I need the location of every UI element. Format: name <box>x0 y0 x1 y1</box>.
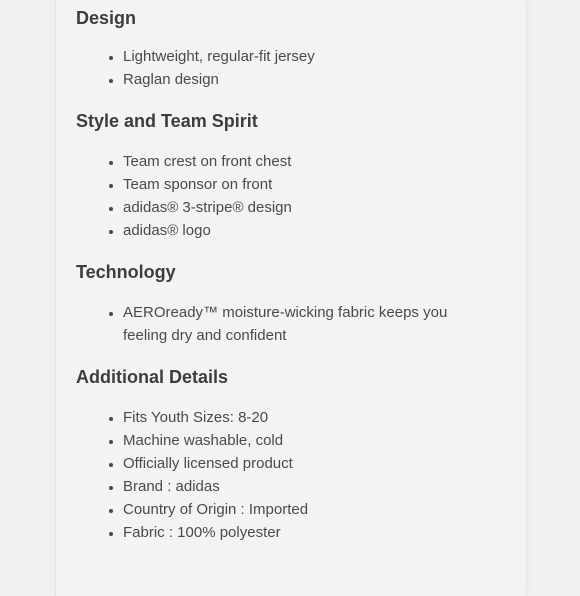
list-item: • Raglan design <box>123 68 516 91</box>
section-heading-style: Style and Team Spirit <box>76 111 258 131</box>
list-item: • Officially licensed product <box>123 452 516 475</box>
design-list <box>76 45 516 91</box>
list-item: • Team crest on front chest <box>123 150 516 173</box>
list-item: • Machine washable, cold <box>123 429 516 452</box>
list-item: • adidas® logo <box>123 219 516 242</box>
product-details-content <box>76 0 516 544</box>
list-item: • AEROready™ moisture-wicking fabric keeps you feeling dry and confident <box>123 301 463 347</box>
list-item: • Fabric : 100% polyester <box>123 521 516 544</box>
section-heading-design: Design <box>76 8 137 28</box>
section-technology <box>76 261 516 347</box>
style-list <box>76 150 516 242</box>
list-item: • adidas® 3-stripe® design <box>123 196 516 219</box>
list-item: • Lightweight, regular-fit jersey <box>123 45 516 68</box>
product-details-panel <box>55 0 527 596</box>
technology-list <box>76 301 516 347</box>
list-item: • Team sponsor on front <box>123 173 516 196</box>
section-heading-additional-details: Additional Details <box>76 367 229 387</box>
list-item: • Brand : adidas <box>123 475 516 498</box>
section-additional-details <box>76 366 516 544</box>
list-item: • Country of Origin : Imported <box>123 498 516 521</box>
section-heading-technology: Technology <box>76 262 176 282</box>
section-style-and-team-spirit <box>76 110 516 242</box>
section-design <box>76 7 516 91</box>
additional-details-list <box>76 406 516 544</box>
list-item: • Fits Youth Sizes: 8-20 <box>123 406 516 429</box>
